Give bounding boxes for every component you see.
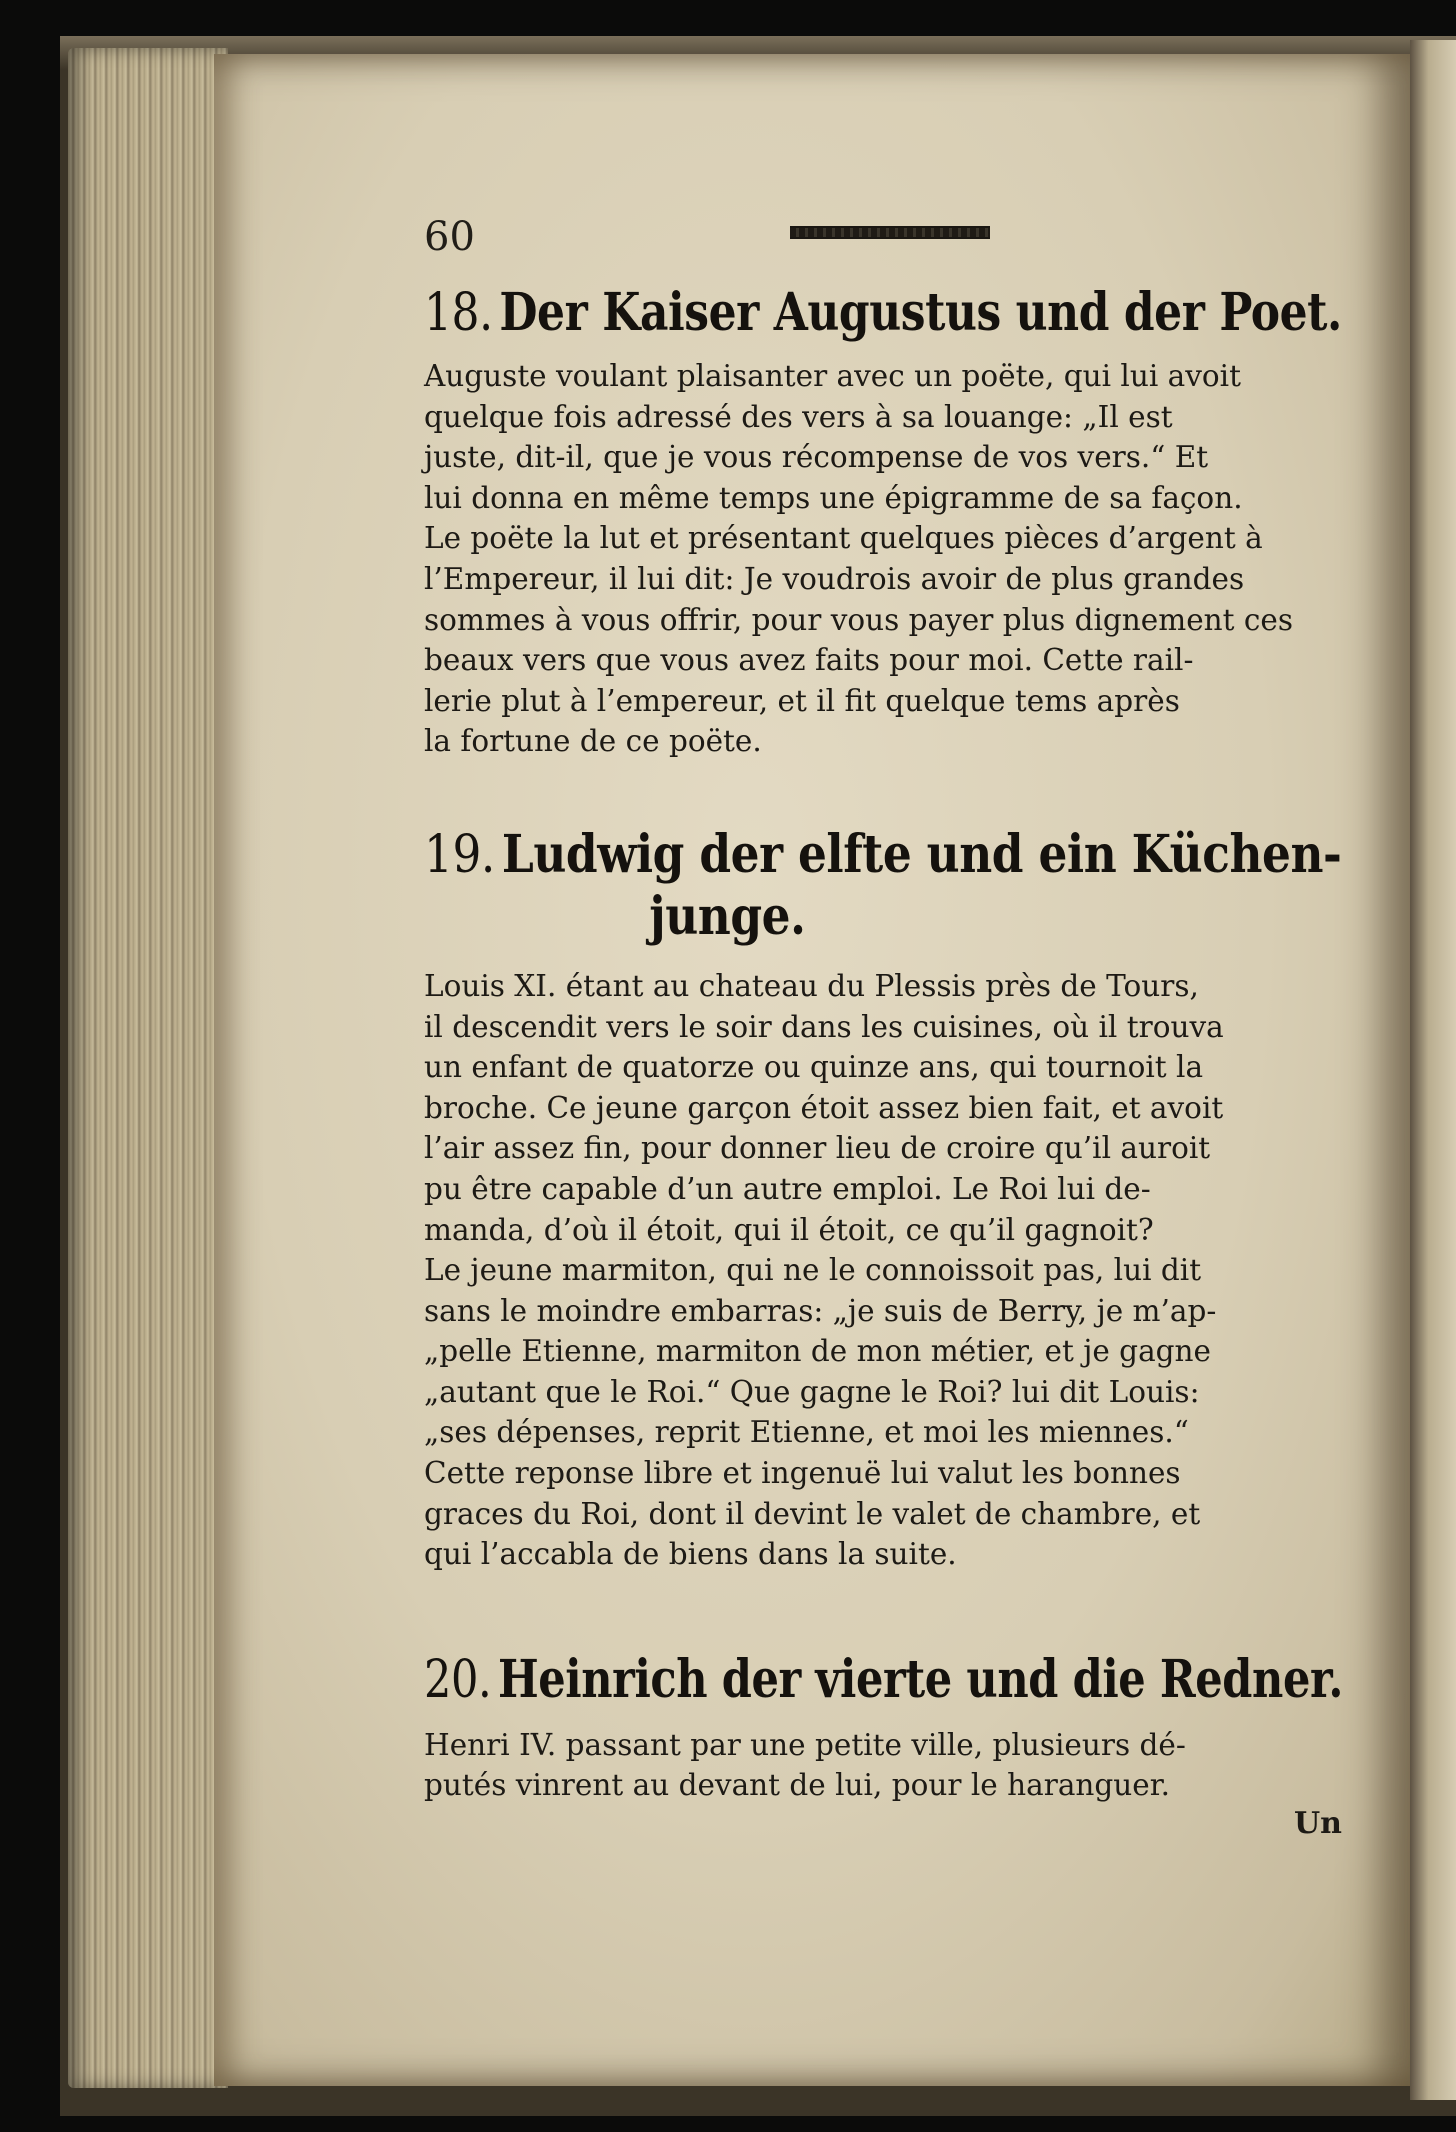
page-header	[424, 214, 1342, 260]
page-text-block	[424, 214, 1342, 1846]
section-title: Heinrich der vierte und die Redner.	[497, 1648, 1343, 1710]
catchword: Un	[1294, 1806, 1342, 1842]
text-line: Henri IV. passant par une petite ville, plusieurs dé-	[424, 1727, 1186, 1762]
gutter-next-page	[1410, 40, 1456, 2100]
text-line: sommes à vous offrir, pour vous payer plus dignement ces	[424, 602, 1294, 637]
section-number: 18.	[424, 283, 493, 343]
text-line: juste, dit-il, que je vous récompense de vos vers.“ Et	[424, 440, 1209, 475]
text-line: qui l’accabla de biens dans la suite.	[424, 1537, 957, 1572]
text-line: „pelle Etienne, marmiton de mon métier, et je gagne	[424, 1334, 1211, 1369]
text-line: il descendit vers le soir dans les cuisines, où il trouva	[424, 1009, 1224, 1044]
text-line: sans le moindre embarras: „je suis de Berry, je m’ap-	[424, 1293, 1217, 1328]
text-line: beaux vers que vous avez faits pour moi. Cette rail-	[424, 643, 1194, 678]
section-heading-19	[424, 823, 1342, 948]
section-number: 19.	[424, 824, 495, 885]
text-line: la fortune de ce poëte.	[424, 724, 762, 759]
text-line: lerie plut à l’empereur, et il fit quelque tems après	[424, 683, 1180, 718]
text-line: broche. Ce jeune garçon étoit assez bien fait, et avoit	[424, 1090, 1224, 1125]
text-line: pu être capable d’un autre emploi. Le Roi lui de-	[424, 1171, 1151, 1206]
text-line: l’air assez fin, pour donner lieu de croire qu’il auroit	[424, 1131, 1211, 1166]
text-line: manda, d’où il étoit, qui il étoit, ce qu’il gagnoit?	[424, 1212, 1154, 1247]
ornament-rule	[790, 226, 990, 239]
section-paragraph-18	[424, 356, 1342, 762]
section-heading-18	[424, 282, 1342, 344]
text-line: Cette reponse libre et ingenuë lui valut les bonnes	[424, 1456, 1181, 1491]
section-heading-20	[424, 1648, 1343, 1711]
text-line: l’Empereur, il lui dit: Je voudrois avoir de plus grandes	[424, 561, 1245, 596]
text-line: „autant que le Roi.“ Que gagne le Roi? lui dit Louis:	[424, 1374, 1200, 1409]
section-title: Der Kaiser Augustus und der Poet.	[499, 282, 1342, 343]
text-line: putés vinrent au devant de lui, pour le haranguer.	[424, 1768, 1170, 1803]
text-line: lui donna en même temps une épigramme de sa façon.	[424, 480, 1243, 515]
text-line: Louis XI. étant au chateau du Plessis près de Tours,	[424, 968, 1199, 1003]
text-line: un enfant de quatorze ou quinze ans, qui tournoit la	[424, 1050, 1204, 1085]
section-paragraph-20	[424, 1725, 1342, 1806]
section-title-continuation: junge.	[649, 885, 806, 947]
text-line: Le jeune marmiton, qui ne le connoissoit pas, lui dit	[424, 1253, 1202, 1288]
text-line: Auguste voulant plaisanter avec un poëte, qui lui avoit	[424, 359, 1241, 393]
section-title: Ludwig der elfte und ein Küchen-	[501, 823, 1342, 885]
page-number: 60	[424, 214, 475, 260]
section-paragraph-19	[424, 966, 1342, 1575]
text-line: quelque fois adressé des vers à sa louange: „Il est	[424, 399, 1173, 434]
text-line: Le poëte la lut et présentant quelques pièces d’argent à	[424, 521, 1263, 556]
page-stack-edge	[68, 48, 228, 2088]
text-line: „ses dépenses, reprit Etienne, et moi les miennes.“	[424, 1415, 1189, 1450]
page-footer	[424, 1806, 1342, 1846]
section-number: 20.	[424, 1649, 492, 1710]
text-line: graces du Roi, dont il devint le valet de chambre, et	[424, 1496, 1201, 1531]
